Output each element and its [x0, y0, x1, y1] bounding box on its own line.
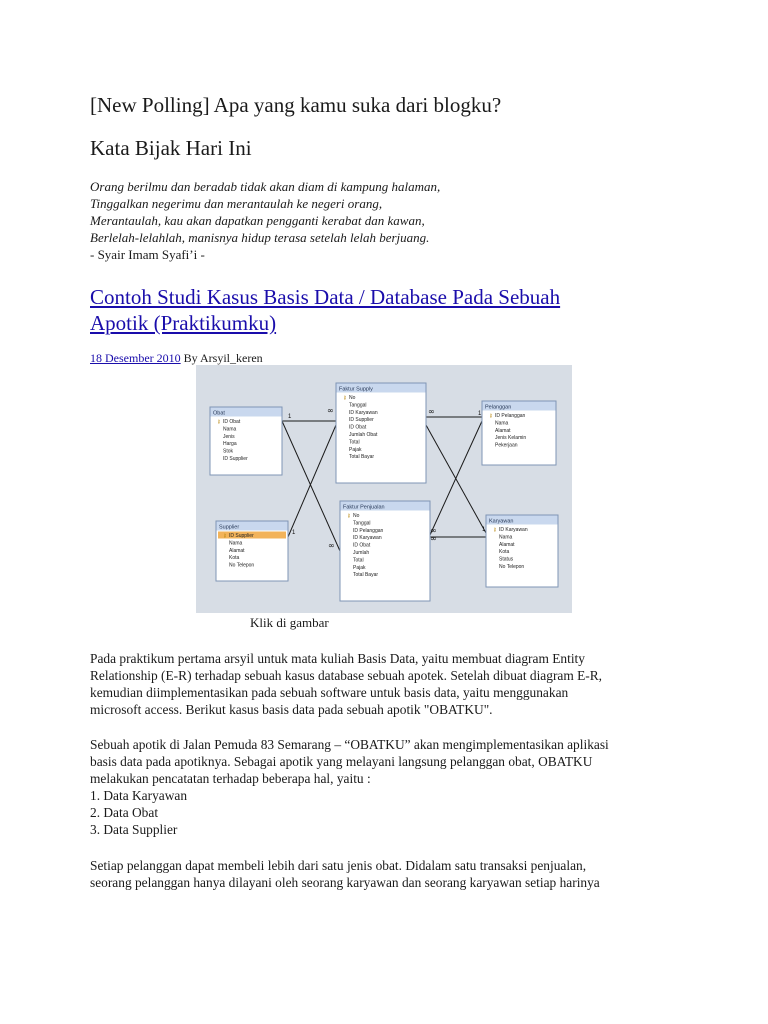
quote-line: Berlelah-lelahlah, manisnya hidup terasa setelah lelah berjuang. [90, 230, 430, 245]
table-title: Supplier [219, 524, 240, 531]
quote-line: Tinggalkan negerimu dan merantaulah ke negeri orang, [90, 196, 383, 211]
table-field: ID Supplier [229, 533, 254, 539]
table-field: Total Bayar [349, 454, 375, 461]
table-field: Status [499, 556, 514, 563]
relationship-line [288, 425, 336, 537]
quote-line: Orang berilmu dan beradab tidak akan diam di kampung halaman, [90, 179, 441, 194]
quote-line: Merantaulah, kau akan dapatkan pengganti kerabat dan kawan, [90, 213, 425, 228]
table-field: Alamat [229, 547, 245, 554]
table-field: Kota [229, 555, 240, 562]
list-item: 2. Data Obat [90, 805, 159, 820]
paragraph-line: basis data pada apotiknya. Sebagai apotik yang melayani langsung pelanggan obat, OBATKU [90, 754, 593, 769]
table-field: Harga [223, 441, 237, 448]
table-field: Pajak [349, 446, 362, 453]
list-item: 3. Data Supplier [90, 822, 178, 837]
cardinality-one: 1 [288, 414, 292, 420]
table-field: Jenis [223, 433, 235, 440]
poll-heading[interactable]: [New Polling] Apa yang kamu suka dari blogku? [90, 93, 502, 117]
paragraph-line: Relationship (E-R) terhadap sebuah kasus database sebuah apotek. Setelah dibuat diagram E-R, [90, 668, 603, 683]
table-field: No Telepon [229, 562, 255, 569]
table-karyawan[interactable] [486, 515, 558, 587]
er-diagram [196, 365, 572, 613]
table-field: ID Obat [353, 542, 371, 549]
table-title: Pelanggan [485, 404, 512, 411]
paragraph-intro [90, 650, 690, 718]
table-field: Jumlah [353, 550, 370, 556]
table-field: Tanggal [349, 402, 367, 409]
table-field: Jumlah Obat [349, 432, 378, 438]
table-field: ID Pelanggan [353, 527, 384, 534]
table-field: Tanggal [353, 520, 371, 527]
table-field: Total Bayar [353, 572, 379, 579]
table-title: Faktur Penjualan [343, 504, 385, 511]
diagram-caption: Klik di gambar [250, 615, 329, 630]
table-field: No Telepon [499, 564, 525, 570]
quote-block [90, 178, 440, 263]
cardinality-one: 1 [478, 411, 482, 417]
paragraph-line: seorang pelanggan hanya dilayani oleh seorang karyawan dan seorang karyawan setiap harinya [90, 875, 600, 890]
post-title [90, 284, 650, 336]
paragraph-line: Pada praktikum pertama arsyil untuk mata kuliah Basis Data, yaitu membuat diagram Entity [90, 651, 585, 666]
quote-heading: Kata Bijak Hari Ini [90, 136, 252, 160]
paragraph-line: Sebuah apotik di Jalan Pemuda 83 Semarang – “OBATKU” akan mengimplementasikan aplikasi [90, 737, 609, 752]
cardinality-many: ∞ [430, 534, 437, 543]
table-field: Pekerjaan [495, 442, 518, 449]
table-field: ID Obat [349, 424, 367, 431]
key-icon: ⚷ [493, 527, 497, 533]
table-obat[interactable] [210, 407, 282, 475]
table-field: Jenis Kelamin [495, 435, 527, 442]
table-pelanggan[interactable] [482, 401, 556, 465]
table-field: Nama [495, 420, 509, 427]
table-field: No [353, 513, 360, 519]
table-field: ID Supplier [349, 417, 374, 424]
table-field: ID Karyawan [499, 527, 528, 533]
table-field: Total [349, 439, 360, 446]
key-icon: ⚷ [217, 419, 221, 425]
cardinality-many: ∞ [430, 526, 437, 535]
paragraph-line: Setiap pelanggan dapat membeli lebih dari satu jenis obat. Didalam satu transaksi penjualan, [90, 858, 587, 873]
table-title: Karyawan [489, 518, 514, 525]
table-field: No [349, 395, 356, 401]
table-field: Nama [223, 426, 237, 433]
table-field: Pajak [353, 564, 366, 571]
table-title: Faktur Supply [339, 386, 373, 393]
table-field: ID Supplier [223, 456, 248, 462]
er-diagram-image[interactable] [196, 365, 572, 613]
post-author: Arsyil_keren [200, 351, 263, 365]
by-label: By [183, 351, 198, 365]
key-icon: ⚷ [343, 395, 347, 401]
table-field: ID Karyawan [353, 535, 382, 542]
post-meta [90, 351, 263, 366]
paragraph-line: kemudian diimplementasikan pada sebuah software untuk basis data, yaitu menggunakan [90, 685, 569, 700]
table-field: Alamat [499, 541, 515, 548]
cardinality-many: ∞ [428, 407, 435, 416]
cardinality-many: ∞ [328, 541, 335, 550]
table-field: Alamat [495, 427, 511, 434]
table-field: Total [353, 557, 364, 564]
post-date-link[interactable]: 18 Desember 2010 [90, 351, 181, 365]
paragraph-line: melakukan pencatatan terhadap beberapa hal, yaitu : [90, 771, 371, 786]
table-field: ID Karyawan [349, 409, 378, 416]
list-item: 1. Data Karyawan [90, 788, 188, 803]
table-field: ID Pelanggan [495, 413, 526, 419]
relationship-line [430, 421, 482, 535]
cardinality-one: 1 [482, 527, 486, 533]
table-field: Kota [499, 549, 510, 556]
table-field: Nama [499, 534, 513, 541]
cardinality-many: ∞ [327, 406, 334, 415]
table-field: Stok [223, 448, 234, 455]
key-icon: ⚷ [489, 413, 493, 419]
post-title-link[interactable]: Contoh Studi Kasus Basis Data / Database Pada Sebuah Apotik (Praktikumku) [90, 285, 561, 335]
table-field: ID Obat [223, 419, 241, 425]
paragraph-line: microsoft access. Berikut kasus basis data pada sebuah apotik "OBATKU". [90, 702, 493, 717]
key-icon: ⚷ [347, 513, 351, 519]
quote-attribution: - Syair Imam Syafi’i - [90, 247, 205, 262]
paragraph-transaction [90, 857, 690, 891]
cardinality-one: 1 [292, 530, 296, 536]
table-field: Nama [229, 540, 243, 547]
paragraph-case [90, 736, 690, 838]
key-icon: ⚷ [223, 533, 227, 539]
table-title: Obat [213, 410, 225, 417]
